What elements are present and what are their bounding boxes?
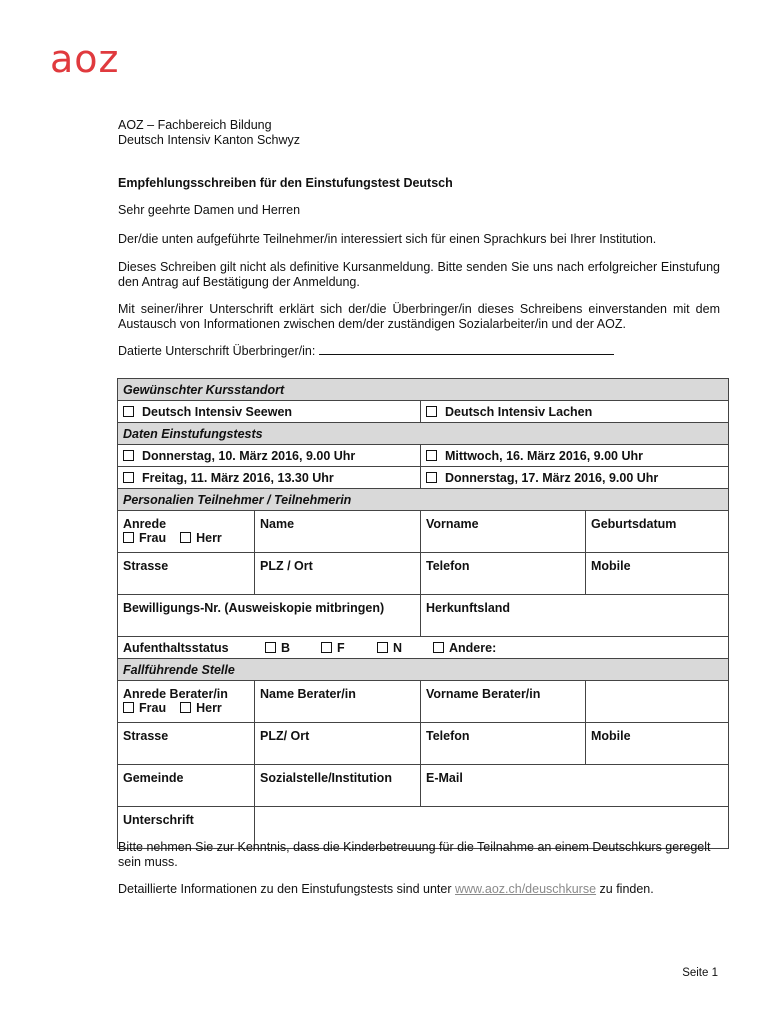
field-anrede-berater[interactable]: Anrede Berater/in Frau Herr [118,681,255,723]
field-email[interactable]: E-Mail [421,765,729,807]
document-title: Empfehlungsschreiben für den Einstufungstest Deutsch [118,176,453,190]
field-name-berater[interactable]: Name Berater/in [255,681,421,723]
checkbox-icon[interactable] [123,406,134,417]
field-strasse[interactable]: Strasse [118,553,255,595]
field-strasse-berater[interactable]: Strasse [118,723,255,765]
field-sozialstelle[interactable]: Sozialstelle/Institution [255,765,421,807]
aoz-logo: aoz [50,37,120,81]
checkbox-icon[interactable] [426,450,437,461]
checkbox-icon[interactable] [123,450,134,461]
checkbox-icon[interactable] [426,472,437,483]
note-information [118,882,720,897]
field-geburtsdatum[interactable]: Geburtsdatum [586,511,729,553]
aufenthaltsstatus-label: Aufenthaltsstatus [123,640,229,655]
page-number: Seite 1 [682,967,718,979]
section-daten [118,423,729,445]
section-daten-label: Daten Einstufungstests [118,423,729,445]
field-aufenthaltsstatus[interactable]: Aufenthaltsstatus B F N Andere: [118,637,729,659]
field-bewilligung[interactable]: Bewilligungs-Nr. (Ausweiskopie mitbringen) [118,595,421,637]
option-date-2[interactable]: Mittwoch, 16. März 2016, 9.00 Uhr [421,445,729,467]
section-personalien-label: Personalien Teilnehmer / Teilnehmerin [118,489,729,511]
option-lachen[interactable]: Deutsch Intensiv Lachen [421,401,729,423]
note-kinderbetreuung: Bitte nehmen Sie zur Kenntnis, dass die Kinderbetreuung für die Teilnahme an einem Deutschkurs geregelt sein muss. [118,840,711,869]
field-vorname[interactable]: Vorname [421,511,586,553]
field-anrede-label: Anrede [123,517,167,531]
section-fallfuehrend [118,659,729,681]
checkbox-icon[interactable] [180,702,191,713]
checkbox-icon[interactable] [123,472,134,483]
checkbox-icon[interactable] [123,702,134,713]
section-kursstandort-label: Gewünschter Kursstandort [118,379,729,401]
paragraph-2: Dieses Schreiben gilt nicht als definitive Kursanmeldung. Bitte senden Sie uns nach erfolgreicher Einstufung den Antrag auf Bestätigung der Anmeldung. [118,260,720,289]
field-telefon-berater[interactable]: Telefon [421,723,586,765]
paragraph-3: Mit seiner/ihrer Unterschrift erklärt sich der/die Überbringer/in dieses Schreibens einverstanden mit dem Austausch von Informationen zwischen dem/der zuständigen Sozialarbeiter/in und der AOZ. [118,302,720,331]
sender-line-1: AOZ – Fachbereich Bildung [118,118,272,132]
note-information-end: zu finden. [596,882,654,896]
field-berater-empty[interactable] [586,681,729,723]
option-seewen[interactable]: Deutsch Intensiv Seewen [118,401,421,423]
option-date-4[interactable]: Donnerstag, 17. März 2016, 9.00 Uhr [421,467,729,489]
sender-line-2: Deutsch Intensiv Kanton Schwyz [118,133,301,147]
field-anrede-berater-label: Anrede Berater/in [123,687,228,701]
note-information-text: Detaillierte Informationen zu den Einstufungstests sind unter [118,882,455,896]
paragraph-1: Der/die unten aufgeführte Teilnehmer/in interessiert sich für einen Sprachkurs bei Ihrer Institution. [118,232,657,246]
signature-line[interactable] [319,343,614,355]
field-vorname-berater[interactable]: Vorname Berater/in [421,681,586,723]
checkbox-icon[interactable] [321,642,332,653]
field-herkunftsland[interactable]: Herkunftsland [421,595,729,637]
info-link[interactable]: www.aoz.ch/deuschkurse [455,882,597,896]
field-anrede[interactable]: Anrede Frau Herr [118,511,255,553]
section-personalien [118,489,729,511]
field-unterschrift-label: Unterschrift [118,807,255,849]
signature-label: Datierte Unterschrift Überbringer/in: [118,344,316,358]
field-mobile-berater[interactable]: Mobile [586,723,729,765]
checkbox-icon[interactable] [265,642,276,653]
field-plz-ort[interactable]: PLZ / Ort [255,553,421,595]
section-kursstandort [118,379,729,401]
option-date-3[interactable]: Freitag, 11. März 2016, 13.30 Uhr [118,467,421,489]
registration-form-table [117,378,729,849]
field-telefon[interactable]: Telefon [421,553,586,595]
checkbox-icon[interactable] [180,532,191,543]
salutation: Sehr geehrte Damen und Herren [118,203,301,217]
field-plz-ort-berater[interactable]: PLZ/ Ort [255,723,421,765]
checkbox-icon[interactable] [426,406,437,417]
section-fallfuehrend-label: Fallführende Stelle [118,659,729,681]
checkbox-icon[interactable] [123,532,134,543]
checkbox-icon[interactable] [377,642,388,653]
field-name[interactable]: Name [255,511,421,553]
field-mobile[interactable]: Mobile [586,553,729,595]
signature-line-row [118,343,720,359]
checkbox-icon[interactable] [433,642,444,653]
sender-header [118,118,720,148]
field-gemeinde[interactable]: Gemeinde [118,765,255,807]
option-date-1[interactable]: Donnerstag, 10. März 2016, 9.00 Uhr [118,445,421,467]
